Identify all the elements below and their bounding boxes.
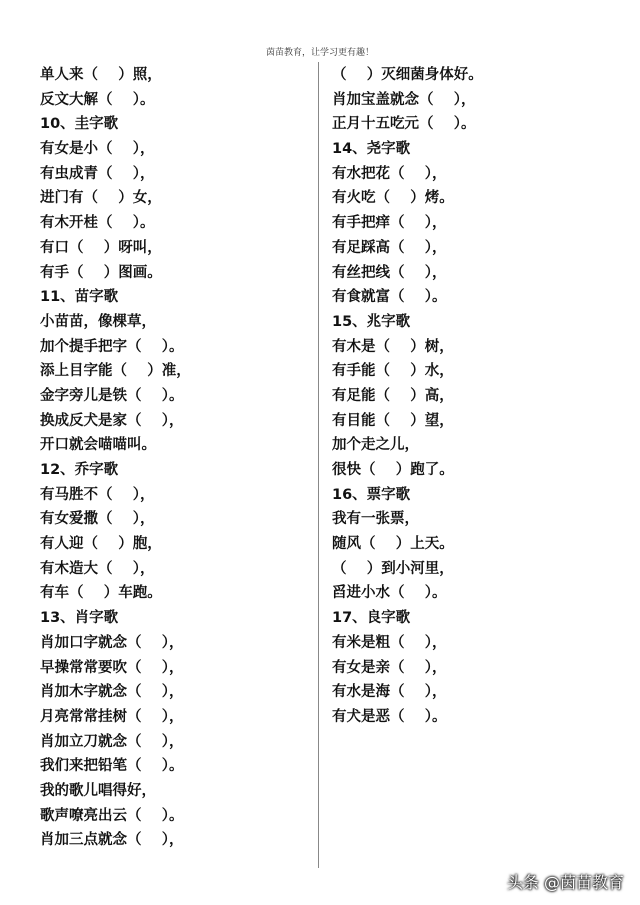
text-line: 有木造大（ ）， (40, 560, 155, 577)
text-line: 15、兆字歌 (332, 313, 411, 330)
text-line: 有足踩高（ ）， (332, 239, 447, 256)
text-line: 很快（ ）跑了。 (332, 462, 454, 478)
text-line: 13、肖字歌 (40, 610, 119, 627)
page-header: 茵苗教育，让学习更有趣！ (265, 48, 374, 58)
text-line: 有米是粗（ ）， (332, 634, 447, 651)
text-line: 有火吃（ ）烤。 (332, 190, 454, 207)
text-line: 加个走之儿， (332, 437, 419, 454)
text-line: 有手能（ ）水， (332, 363, 454, 380)
right-column (332, 63, 622, 730)
text-line: 换成反犬是家（ ）， (40, 412, 184, 429)
text-line: 有水把花（ ）， (332, 165, 447, 182)
text-line: 10、圭字歌 (40, 116, 119, 133)
text-line: 16、票字歌 (332, 486, 411, 503)
text-line: 单人来（ ）照， (40, 67, 162, 83)
text-line: 有食就富（ ）。 (332, 289, 447, 306)
text-line: 加个提手把字（ ）。 (40, 338, 184, 355)
text-line: 11、苗字歌 (40, 289, 119, 306)
text-line: 12、乔字歌 (40, 462, 119, 478)
text-line: 肖加木字就念（ ）， (40, 684, 184, 701)
text-line: 有女爱撒（ ）， (40, 511, 155, 528)
text-line: 有手把痒（ ）， (332, 215, 447, 232)
text-line: 14、尧字歌 (332, 141, 411, 158)
text-line: 有木是（ ）树， (332, 338, 454, 355)
text-line: （ ）灭细菌身体好。 (332, 67, 483, 83)
text-line: 有女是小（ ）， (40, 141, 155, 158)
text-line: 肖加三点就念（ ）， (40, 832, 184, 849)
text-line: 金字旁儿是铁（ ）。 (40, 387, 184, 404)
text-line: 肖加立刀就念（ ）， (40, 733, 184, 750)
text-line: 开口就会喵喵叫。 (40, 437, 156, 454)
text-line: 有女是亲（ ）， (332, 659, 447, 676)
text-line: 小苗苗，像棵草， (40, 313, 156, 330)
text-line: 月亮常常挂树（ ）， (40, 708, 184, 725)
text-line: 舀进小水（ ）。 (332, 585, 447, 602)
text-line: 我有一张票， (332, 511, 419, 528)
text-line: 正月十五吃元（ ）。 (332, 116, 476, 133)
text-line: 我的歌儿唱得好， (40, 782, 156, 799)
text-line: 有水是海（ ）， (332, 684, 447, 701)
text-line: 有口（ ）呀叫， (40, 239, 162, 256)
text-line: （ ）到小河里， (332, 560, 454, 577)
text-line: 有木开桂（ ）。 (40, 215, 155, 232)
text-line: 早操常常要吹（ ）， (40, 659, 184, 676)
text-line: 有目能（ ）望， (332, 412, 454, 429)
text-line: 肖加宝盖就念（ ）， (332, 91, 476, 108)
text-line: 进门有（ ）女， (40, 190, 162, 207)
text-line: 有丝把线（ ）， (332, 264, 447, 281)
text-line: 歌声嘹亮出云（ ）。 (40, 807, 184, 824)
column-divider (318, 62, 319, 868)
left-column (40, 63, 310, 853)
text-line: 肖加口字就念（ ）， (40, 634, 184, 651)
text-line: 有车（ ）车跑。 (40, 585, 162, 602)
text-line: 有虫成青（ ）， (40, 165, 155, 182)
text-line: 我们来把铅笔（ ）。 (40, 758, 184, 775)
text-line: 有马胜不（ ）， (40, 486, 155, 503)
text-line: 有手（ ）图画。 (40, 264, 162, 281)
text-line: 17、良字歌 (332, 610, 411, 627)
text-line: 随风（ ）上天。 (332, 536, 454, 553)
text-line: 反文大解（ ）。 (40, 91, 155, 108)
watermark: 头条 @茵苗教育 (506, 873, 624, 892)
text-line: 添上目字能（ ）准， (40, 363, 191, 380)
text-line: 有人迎（ ）胞， (40, 536, 162, 553)
text-line: 有足能（ ）高， (332, 387, 454, 404)
text-line: 有犬是恶（ ）。 (332, 708, 447, 725)
